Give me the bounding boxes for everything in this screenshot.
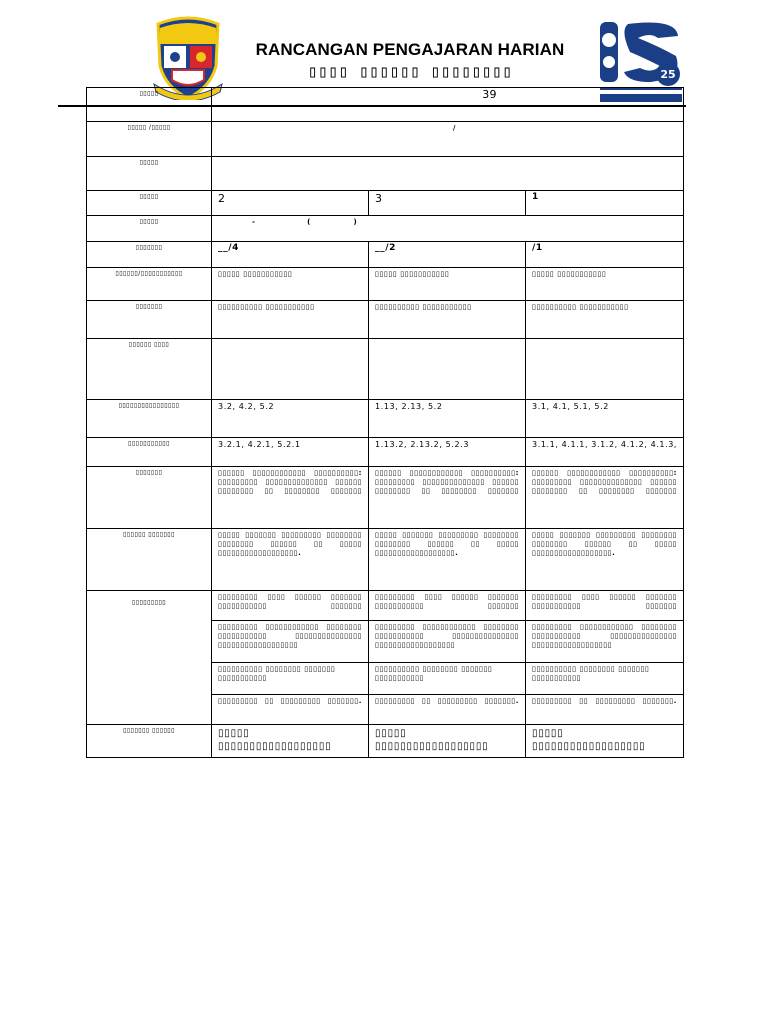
activity-cell: ▯▯▯▯▯▯▯▯▯ ▯▯ ▯▯▯▯▯▯▯▯▯ ▯▯▯▯▯▯▯.: [212, 695, 369, 725]
row-label: ▯▯▯▯▯: [87, 88, 212, 122]
lesson-plan-table: [86, 87, 684, 758]
row-label: ▯▯▯▯▯▯ ▯▯▯▯▯▯▯: [87, 529, 212, 591]
content-standard-cell: 3.1, 4.1, 5.1, 5.2: [526, 400, 684, 438]
focus-cell: [369, 339, 526, 400]
activity-cell: ▯▯▯▯▯▯▯▯▯▯ ▯▯▯▯▯▯▯▯ ▯▯▯▯▯▯▯ ▯▯▯▯▯▯▯▯▯▯▯: [526, 663, 684, 695]
teaching-aid-cell: ▯▯▯▯▯ ▯▯▯▯▯▯▯▯▯▯▯▯▯▯▯▯▯▯: [369, 725, 526, 758]
page-title: RANCANGAN PENGAJARAN HARIAN: [255, 40, 565, 59]
success-criteria-cell: ▯▯▯▯▯ ▯▯▯▯▯▯▯ ▯▯▯▯▯▯▯▯▯ ▯▯▯▯▯▯▯▯ ▯▯▯▯▯▯▯▯ ▯▯▯▯▯▯ ▯▯ ▯▯▯▯▯ ▯▯▯▯▯▯▯▯▯▯▯▯▯▯▯▯▯▯.: [526, 529, 684, 591]
table-row: [87, 529, 684, 591]
focus-cell: [526, 339, 684, 400]
table-row: [87, 725, 684, 758]
date-day-value: /: [212, 122, 684, 157]
objective-cell: ▯▯▯▯▯▯ ▯▯▯▯▯▯▯▯▯▯▯▯ ▯▯▯▯▯▯▯▯▯▯: ▯▯▯▯▯▯▯▯▯ ▯▯▯▯▯▯▯▯▯▯▯▯▯▯ ▯▯▯▯▯▯ ▯▯▯▯▯▯▯▯ ▯▯ ▯▯▯▯▯▯▯▯ ▯▯▯▯▯▯▯: [369, 467, 526, 529]
week-value: 39: [212, 88, 684, 122]
theme-cell: ▯▯▯▯▯ ▯▯▯▯▯▯▯▯▯▯▯: [369, 268, 526, 301]
objective-cell: ▯▯▯▯▯▯ ▯▯▯▯▯▯▯▯▯▯▯▯ ▯▯▯▯▯▯▯▯▯▯: ▯▯▯▯▯▯▯▯▯ ▯▯▯▯▯▯▯▯▯▯▯▯▯▯ ▯▯▯▯▯▯ ▯▯▯▯▯▯▯▯ ▯▯ ▯▯▯▯▯▯▯▯ ▯▯▯▯▯▯▯: [212, 467, 369, 529]
row-label: ▯▯▯▯▯: [87, 191, 212, 216]
content-standard-cell: 3.2, 4.2, 5.2: [212, 400, 369, 438]
table-row: [87, 339, 684, 400]
learning-standard-cell: 1.13.2, 2.13.2, 5.2.3: [369, 438, 526, 467]
table-row: [87, 216, 684, 242]
table-row: [87, 400, 684, 438]
teaching-aid-cell: ▯▯▯▯▯ ▯▯▯▯▯▯▯▯▯▯▯▯▯▯▯▯▯▯: [212, 725, 369, 758]
topic-cell: ▯▯▯▯▯▯▯▯▯▯ ▯▯▯▯▯▯▯▯▯▯▯: [526, 301, 684, 339]
activity-cell: ▯▯▯▯▯▯▯▯▯ ▯▯▯▯▯▯▯▯▯▯▯▯ ▯▯▯▯▯▯▯▯ ▯▯▯▯▯▯▯▯▯▯▯ ▯▯▯▯▯▯▯▯▯▯▯▯▯▯▯ ▯▯▯▯▯▯▯▯▯▯▯▯▯▯▯▯▯▯: [526, 621, 684, 663]
table-row: [87, 591, 684, 621]
content-standard-cell: 1.13, 2.13, 5.2: [369, 400, 526, 438]
table-row: [87, 268, 684, 301]
row-label: ▯▯▯▯▯▯▯▯▯▯▯: [87, 438, 212, 467]
attendance-cell: __/4: [212, 242, 369, 268]
attendance-cell: __/2: [369, 242, 526, 268]
class-cell: 3: [369, 191, 526, 216]
row-label: ▯▯▯▯▯▯▯▯▯▯▯▯▯▯▯▯: [87, 400, 212, 438]
activity-cell: ▯▯▯▯▯▯▯▯▯ ▯▯ ▯▯▯▯▯▯▯▯▯ ▯▯▯▯▯▯▯.: [369, 695, 526, 725]
activity-cell: ▯▯▯▯▯▯▯▯▯ ▯▯▯▯ ▯▯▯▯▯▯ ▯▯▯▯▯▯▯ ▯▯▯▯▯▯▯▯▯▯▯ ▯▯▯▯▯▯▯: [526, 591, 684, 621]
activity-cell: ▯▯▯▯▯▯▯▯▯ ▯▯▯▯ ▯▯▯▯▯▯ ▯▯▯▯▯▯▯ ▯▯▯▯▯▯▯▯▯▯▯ ▯▯▯▯▯▯▯: [212, 591, 369, 621]
table-row: [87, 301, 684, 339]
row-label: ▯▯▯▯▯▯▯: [87, 467, 212, 529]
table-row: [87, 438, 684, 467]
svg-text:25: 25: [660, 68, 676, 81]
table-row: [87, 157, 684, 191]
row-label: ▯▯▯▯▯▯▯: [87, 301, 212, 339]
row-label: ▯▯▯▯▯▯▯ ▯▯▯▯▯▯: [87, 725, 212, 758]
learning-standard-cell: 3.2.1, 4.2.1, 5.2.1: [212, 438, 369, 467]
row-label: ▯▯▯▯▯: [87, 216, 212, 242]
row-label: ▯▯▯▯▯▯▯▯▯: [87, 591, 212, 725]
table-row: [87, 191, 684, 216]
theme-cell: ▯▯▯▯▯ ▯▯▯▯▯▯▯▯▯▯▯: [526, 268, 684, 301]
learning-standard-cell: 3.1.1, 4.1.1, 3.1.2, 4.1.2, 4.1.3,: [526, 438, 684, 467]
activity-cell: ▯▯▯▯▯▯▯▯▯ ▯▯▯▯ ▯▯▯▯▯▯ ▯▯▯▯▯▯▯ ▯▯▯▯▯▯▯▯▯▯▯ ▯▯▯▯▯▯▯: [369, 591, 526, 621]
table-row: [87, 242, 684, 268]
row-label: ▯▯▯▯▯ /▯▯▯▯▯: [87, 122, 212, 157]
focus-cell: [212, 339, 369, 400]
row-label: ▯▯▯▯▯▯ ▯▯▯▯: [87, 339, 212, 400]
attendance-cell: /1: [526, 242, 684, 268]
activity-cell: ▯▯▯▯▯▯▯▯▯▯ ▯▯▯▯▯▯▯▯ ▯▯▯▯▯▯▯ ▯▯▯▯▯▯▯▯▯▯▯: [369, 663, 526, 695]
teaching-aid-cell: ▯▯▯▯▯ ▯▯▯▯▯▯▯▯▯▯▯▯▯▯▯▯▯▯: [526, 725, 684, 758]
row-value: [212, 157, 684, 191]
activity-cell: ▯▯▯▯▯▯▯▯▯▯ ▯▯▯▯▯▯▯▯ ▯▯▯▯▯▯▯ ▯▯▯▯▯▯▯▯▯▯▯: [212, 663, 369, 695]
success-criteria-cell: ▯▯▯▯▯ ▯▯▯▯▯▯▯ ▯▯▯▯▯▯▯▯▯ ▯▯▯▯▯▯▯▯ ▯▯▯▯▯▯▯▯ ▯▯▯▯▯▯ ▯▯ ▯▯▯▯▯ ▯▯▯▯▯▯▯▯▯▯▯▯▯▯▯▯▯▯.: [212, 529, 369, 591]
objective-cell: ▯▯▯▯▯▯ ▯▯▯▯▯▯▯▯▯▯▯▯ ▯▯▯▯▯▯▯▯▯▯: ▯▯▯▯▯▯▯▯▯ ▯▯▯▯▯▯▯▯▯▯▯▯▯▯ ▯▯▯▯▯▯ ▯▯▯▯▯▯▯▯ ▯▯ ▯▯▯▯▯▯▯▯ ▯▯▯▯▯▯▯: [526, 467, 684, 529]
activity-cell: ▯▯▯▯▯▯▯▯▯ ▯▯▯▯▯▯▯▯▯▯▯▯ ▯▯▯▯▯▯▯▯ ▯▯▯▯▯▯▯▯▯▯▯ ▯▯▯▯▯▯▯▯▯▯▯▯▯▯▯ ▯▯▯▯▯▯▯▯▯▯▯▯▯▯▯▯▯▯: [369, 621, 526, 663]
page-subtitle: ▯▯▯▯ ▯▯▯▯▯▯ ▯▯▯▯▯▯▯▯: [307, 64, 513, 83]
success-criteria-cell: ▯▯▯▯▯ ▯▯▯▯▯▯▯ ▯▯▯▯▯▯▯▯▯ ▯▯▯▯▯▯▯▯ ▯▯▯▯▯▯▯▯ ▯▯▯▯▯▯ ▯▯ ▯▯▯▯▯ ▯▯▯▯▯▯▯▯▯▯▯▯▯▯▯▯▯▯.: [369, 529, 526, 591]
row-label: ▯▯▯▯▯: [87, 157, 212, 191]
row-label: ▯▯▯▯▯▯▯: [87, 242, 212, 268]
table-row: [87, 122, 684, 157]
activity-cell: ▯▯▯▯▯▯▯▯▯ ▯▯▯▯▯▯▯▯▯▯▯▯ ▯▯▯▯▯▯▯▯ ▯▯▯▯▯▯▯▯▯▯▯ ▯▯▯▯▯▯▯▯▯▯▯▯▯▯▯ ▯▯▯▯▯▯▯▯▯▯▯▯▯▯▯▯▯▯: [212, 621, 369, 663]
theme-cell: ▯▯▯▯▯ ▯▯▯▯▯▯▯▯▯▯▯: [212, 268, 369, 301]
time-value: - ( ): [212, 216, 684, 242]
topic-cell: ▯▯▯▯▯▯▯▯▯▯ ▯▯▯▯▯▯▯▯▯▯▯: [212, 301, 369, 339]
activity-cell: ▯▯▯▯▯▯▯▯▯ ▯▯ ▯▯▯▯▯▯▯▯▯ ▯▯▯▯▯▯▯.: [526, 695, 684, 725]
row-label: ▯▯▯▯▯▯/▯▯▯▯▯▯▯▯▯▯▯: [87, 268, 212, 301]
class-cell: 2: [212, 191, 369, 216]
class-cell: 1: [526, 191, 684, 216]
table-row: [87, 467, 684, 529]
header-divider: [58, 105, 686, 107]
topic-cell: ▯▯▯▯▯▯▯▯▯▯ ▯▯▯▯▯▯▯▯▯▯▯: [369, 301, 526, 339]
